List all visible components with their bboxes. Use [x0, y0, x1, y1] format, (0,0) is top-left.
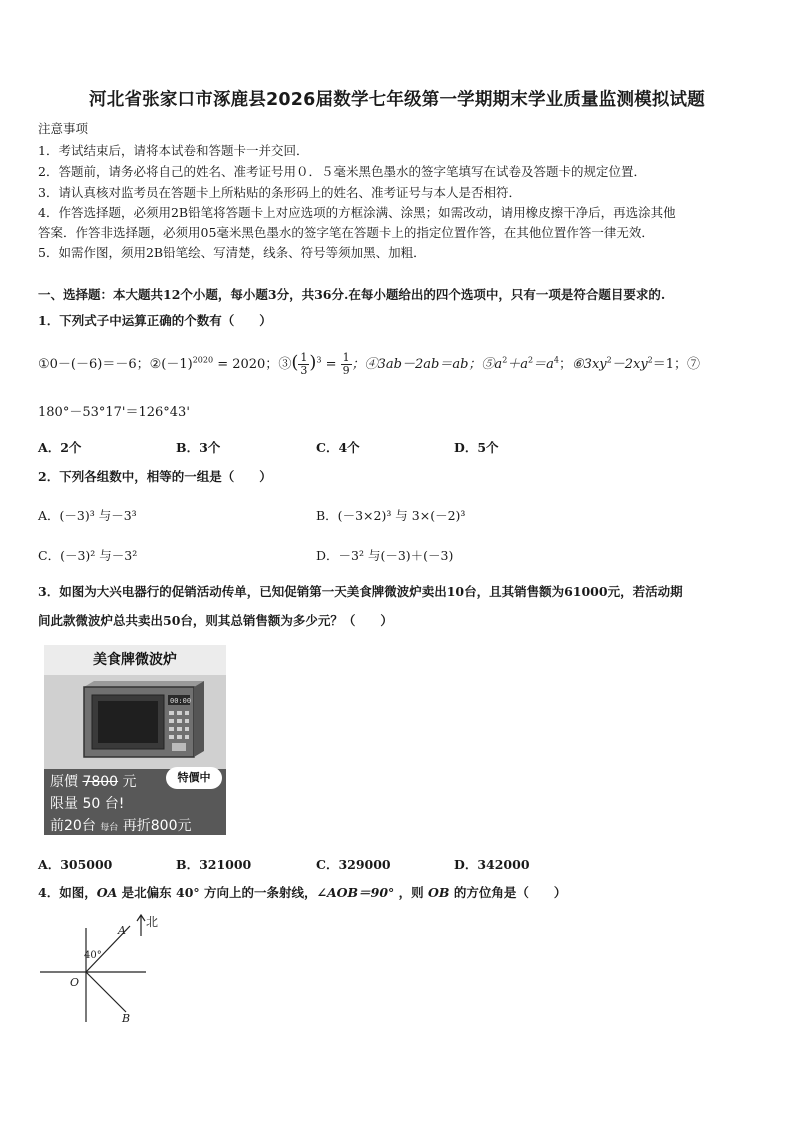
q4-stem: 4．如图，OA 是北偏东 40° 方向上的一条射线，∠AOB＝90° ，则 OB 的方位角是（ ）: [38, 885, 567, 900]
q2-stem: 2．下列各组数中，相等的一组是（ ）: [38, 469, 272, 484]
q2-option-c[interactable]: C．(－3)² 与－3²: [38, 548, 138, 563]
north-label: 北: [146, 915, 159, 929]
sale-badge: 特價中: [166, 767, 222, 789]
svg-text:00:00: 00:00: [170, 697, 192, 705]
flyer-limit: 限量 50 台!: [50, 796, 125, 812]
flyer-promo: 前20台 每台 再折800元: [50, 818, 192, 834]
q1-expression-7: 180°－53°17'＝126°43': [38, 405, 190, 420]
q1-expression: ①0－(－6)＝－6；$②(-1)^{2020} = 2020$；③( $\frac{1}{3}$ )$^3$ = $\frac{1}{9}$ ；④3ab－2ab＝ab；$⑤a^2+a^2=a^4$；$⑥3xy^2-2xy^2=1$；⑦: [38, 351, 701, 377]
q1-option-b[interactable]: B．3个: [176, 440, 221, 455]
angle-label: 40°: [84, 950, 102, 961]
point-o-label: O: [70, 976, 80, 989]
microwave-illustration: [44, 675, 226, 769]
q3-option-a[interactable]: A．305000: [38, 857, 113, 872]
q1-e2-exp: 2020: [192, 355, 214, 365]
notice-item: 答案．作答非选择题，必须用05毫米黑色墨水的签字笔在答题卡上的指定位置作答，在其他位置作答一律无效．: [38, 225, 654, 240]
point-a-label: A: [118, 924, 126, 937]
notice-item: 2．答题前，请务必将自己的姓名、准考证号用０．５毫米黑色墨水的签字笔填写在试卷及答题卡的规定位置．: [38, 164, 646, 179]
page-title: 河北省张家口市涿鹿县2026届数学七年级第一学期期末学业质量监测模拟试题: [89, 90, 705, 110]
q3-option-c[interactable]: C．329000: [316, 857, 391, 872]
q1-stem: 1．下列式子中运算正确的个数有（ ）: [38, 313, 272, 328]
q3-stem-line2: 间此款微波炉总共卖出50台，则其总销售额为多少元？（ ）: [38, 613, 393, 628]
q1-e2-rest: = 2020；: [213, 357, 279, 372]
q2-option-d[interactable]: D．－3² 与(－3)＋(－3): [316, 548, 454, 563]
notice-item: 4．作答选择题，必须用2B铅笔将答题卡上对应选项的方框涂满、涂黑；如需改动，请用橡皮擦干净后，再选涂其他: [38, 205, 676, 220]
flyer-price: 原價 7800 元: [50, 774, 137, 790]
notice-heading: 注意事项: [38, 121, 89, 136]
q1-e2-label: ②: [149, 357, 162, 372]
original-price: 7800: [82, 774, 119, 790]
q3-option-d[interactable]: D．342000: [454, 857, 530, 872]
q3-stem-line1: 3．如图为大兴电器行的促销活动传单，已知促销第一天美食牌微波炉卖出10台，且其销售额为61000元，若活动期: [38, 584, 683, 599]
q1-e3-result: $\frac{1}{9}$: [342, 351, 350, 377]
notice-item: 5．如需作图，须用2B铅笔绘、写清楚，线条、符号等须加黑、加粗．: [38, 245, 426, 260]
q1-e3-label: ③: [278, 357, 292, 372]
q1-e1-label: ①: [38, 357, 50, 372]
notice-item: 3．请认真核对监考员在答题卡上所粘贴的条形码上的姓名、准考证号与本人是否相符．: [38, 185, 521, 200]
q1-e1: 0－(－6)＝－6；: [49, 357, 150, 372]
q1-option-c[interactable]: C．4个: [316, 440, 360, 455]
q2-option-a[interactable]: A．(－3)³ 与－3³: [38, 508, 137, 523]
q1-e3-exp: 3: [316, 355, 322, 365]
q1-option-d[interactable]: D．5个: [454, 440, 499, 455]
ray-ob: [86, 972, 126, 1012]
point-b-label: B: [122, 1012, 131, 1025]
promo-flyer: [44, 645, 226, 835]
q3-option-b[interactable]: B．321000: [176, 857, 252, 872]
q1-e4: ；④3ab－2ab＝ab；: [351, 357, 482, 372]
q2-option-b[interactable]: B．(－3×2)³ 与 3×(－2)³: [316, 508, 466, 523]
q1-e2-base: (－1): [161, 357, 193, 372]
q1-e3-fraction: $\frac{1}{3}$: [300, 351, 308, 377]
section-heading: 一、选择题：本大题共12个小题，每小题3分，共36分.在每小题给出的四个选项中，只有一项是符合题目要求的.: [38, 287, 666, 302]
flyer-heading: 美食牌微波炉: [44, 645, 226, 675]
microwave-icon: [44, 675, 226, 769]
notice-item: 1．考试结束后，请将本试卷和答题卡一并交回．: [38, 143, 309, 158]
direction-diagram: [30, 908, 180, 1028]
q1-option-a[interactable]: A．2个: [38, 440, 82, 455]
